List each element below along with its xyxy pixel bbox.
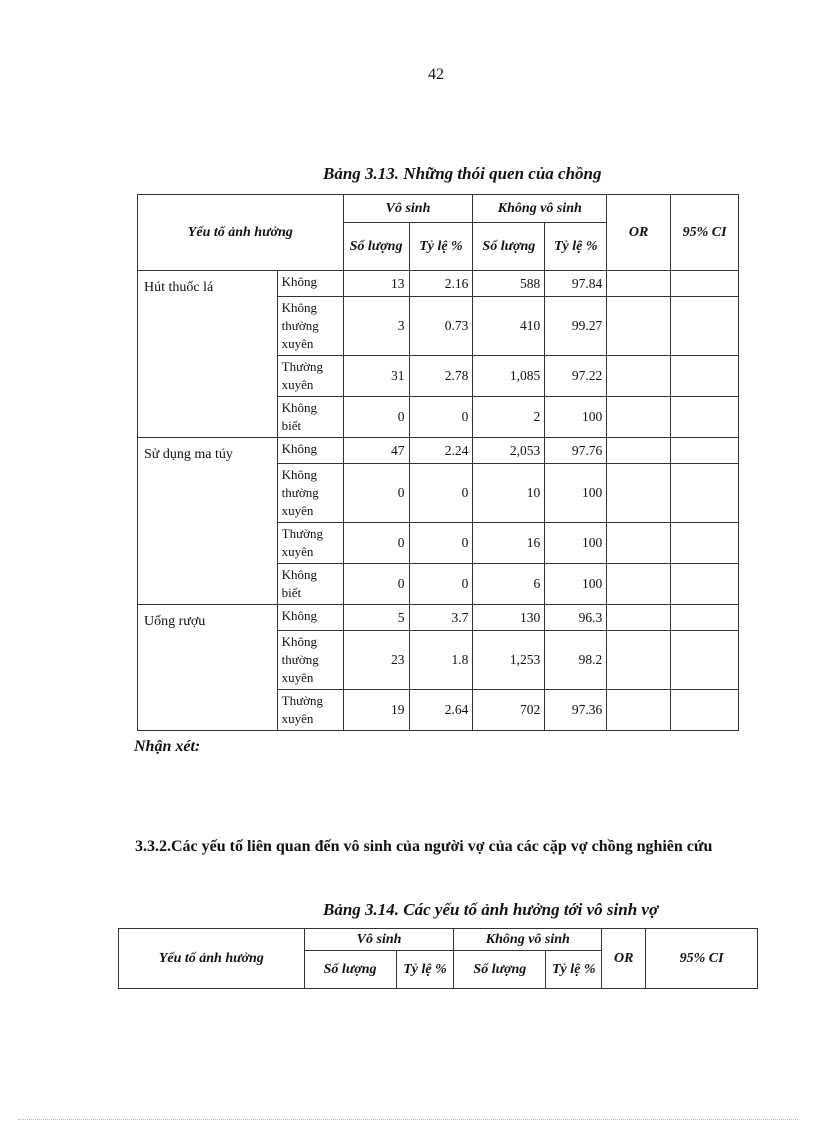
not-infertile-count-cell: 130 <box>473 605 545 631</box>
or-cell <box>607 356 671 397</box>
not-infertile-count-cell: 410 <box>473 297 545 356</box>
ci-cell <box>671 356 739 397</box>
not-infertile-rate-cell: 97.76 <box>545 438 607 464</box>
not-infertile-rate-cell: 96.3 <box>545 605 607 631</box>
ci-cell <box>671 297 739 356</box>
not-infertile-count-cell: 1,253 <box>473 631 545 690</box>
table-row <box>138 271 739 297</box>
or-cell <box>607 564 671 605</box>
infertile-count-cell: 47 <box>343 438 409 464</box>
level-cell: Không <box>277 271 343 297</box>
level-cell: Không thường xuyên <box>277 297 343 356</box>
or-cell <box>607 605 671 631</box>
ci-cell <box>671 690 739 731</box>
level-cell: Không <box>277 438 343 464</box>
level-cell: Không thường xuyên <box>277 631 343 690</box>
ci-cell <box>671 631 739 690</box>
rate-header: Tỷ lệ % <box>546 951 602 989</box>
infertile-rate-cell: 0.73 <box>409 297 473 356</box>
page-bottom-divider <box>18 1119 798 1120</box>
infertile-rate-cell: 2.78 <box>409 356 473 397</box>
or-cell <box>607 397 671 438</box>
not-infertile-count-cell: 2 <box>473 397 545 438</box>
infertile-count-cell: 0 <box>343 523 409 564</box>
level-cell: Thường xuyên <box>277 356 343 397</box>
infertile-count-cell: 31 <box>343 356 409 397</box>
not-infertile-rate-cell: 97.36 <box>545 690 607 731</box>
count-header: Số lượng <box>473 223 545 271</box>
not-infertile-rate-cell: 100 <box>545 523 607 564</box>
infertile-rate-cell: 1.8 <box>409 631 473 690</box>
infertile-rate-cell: 2.24 <box>409 438 473 464</box>
ci-cell <box>671 523 739 564</box>
not-infertile-count-cell: 6 <box>473 564 545 605</box>
not-infertile-rate-cell: 100 <box>545 464 607 523</box>
level-cell: Không biết <box>277 564 343 605</box>
not-infertile-count-cell: 588 <box>473 271 545 297</box>
infertile-rate-cell: 3.7 <box>409 605 473 631</box>
not-infertile-count-cell: 1,085 <box>473 356 545 397</box>
or-cell <box>607 690 671 731</box>
count-header: Số lượng <box>454 951 546 989</box>
infertile-count-cell: 19 <box>343 690 409 731</box>
factor-cell: Sử dụng ma túy <box>138 438 278 605</box>
level-cell: Không biết <box>277 397 343 438</box>
infertile-rate-cell: 2.16 <box>409 271 473 297</box>
ci-cell <box>671 271 739 297</box>
count-header: Số lượng <box>343 223 409 271</box>
level-cell: Không thường xuyên <box>277 464 343 523</box>
not-infertile-rate-cell: 100 <box>545 397 607 438</box>
not-infertile-group-header: Không vô sinh <box>473 195 607 223</box>
infertile-rate-cell: 0 <box>409 523 473 564</box>
infertile-rate-cell: 0 <box>409 464 473 523</box>
count-header: Số lượng <box>304 951 396 989</box>
not-infertile-count-cell: 10 <box>473 464 545 523</box>
infertile-group-header: Vô sinh <box>304 929 454 951</box>
ci-cell <box>671 438 739 464</box>
or-cell <box>607 438 671 464</box>
not-infertile-rate-cell: 99.27 <box>545 297 607 356</box>
infertile-rate-cell: 0 <box>409 564 473 605</box>
ci-cell <box>671 397 739 438</box>
or-cell <box>607 464 671 523</box>
or-cell <box>607 523 671 564</box>
factor-cell: Hút thuốc lá <box>138 271 278 438</box>
infertile-count-cell: 0 <box>343 397 409 438</box>
level-cell: Thường xuyên <box>277 690 343 731</box>
ci-header: 95% CI <box>671 195 739 271</box>
or-cell <box>607 631 671 690</box>
not-infertile-rate-cell: 97.22 <box>545 356 607 397</box>
or-cell <box>607 271 671 297</box>
table2-caption: Bảng 3.14. Các yếu tố ảnh hưởng tới vô sinh vợ <box>323 900 659 919</box>
or-header: OR <box>607 195 671 271</box>
table-row <box>138 438 739 464</box>
or-cell <box>607 297 671 356</box>
infertile-count-cell: 0 <box>343 464 409 523</box>
infertile-rate-cell: 0 <box>409 397 473 438</box>
table-row <box>138 605 739 631</box>
or-header: OR <box>602 929 646 989</box>
infertile-count-cell: 0 <box>343 564 409 605</box>
not-infertile-count-cell: 2,053 <box>473 438 545 464</box>
not-infertile-count-cell: 16 <box>473 523 545 564</box>
infertile-count-cell: 3 <box>343 297 409 356</box>
infertile-count-cell: 13 <box>343 271 409 297</box>
infertile-count-cell: 23 <box>343 631 409 690</box>
rate-header: Tỷ lệ % <box>409 223 473 271</box>
not-infertile-rate-cell: 100 <box>545 564 607 605</box>
ci-header: 95% CI <box>646 929 758 989</box>
factor-header: Yếu tố ảnh hưởng <box>138 195 344 271</box>
remarks-label: Nhận xét: <box>134 738 201 755</box>
not-infertile-rate-cell: 97.84 <box>545 271 607 297</box>
infertile-group-header: Vô sinh <box>343 195 473 223</box>
ci-cell <box>671 564 739 605</box>
rate-header: Tỷ lệ % <box>545 223 607 271</box>
level-cell: Thường xuyên <box>277 523 343 564</box>
infertile-count-cell: 5 <box>343 605 409 631</box>
wife-factors-table <box>118 928 758 989</box>
not-infertile-group-header: Không vô sinh <box>454 929 602 951</box>
page-number: 42 <box>428 66 444 83</box>
habits-table <box>137 194 739 731</box>
not-infertile-rate-cell: 98.2 <box>545 631 607 690</box>
level-cell: Không <box>277 605 343 631</box>
ci-cell <box>671 464 739 523</box>
rate-header: Tỷ lệ % <box>396 951 454 989</box>
ci-cell <box>671 605 739 631</box>
section-heading: 3.3.2.Các yếu tố liên quan đến vô sinh của người vợ của các cặp vợ chồng nghiên cứu <box>135 838 713 855</box>
infertile-rate-cell: 2.64 <box>409 690 473 731</box>
not-infertile-count-cell: 702 <box>473 690 545 731</box>
factor-cell: Uống rượu <box>138 605 278 731</box>
factor-header: Yếu tố ảnh hưởng <box>119 929 305 989</box>
table1-caption: Bảng 3.13. Những thói quen của chồng <box>323 164 602 183</box>
